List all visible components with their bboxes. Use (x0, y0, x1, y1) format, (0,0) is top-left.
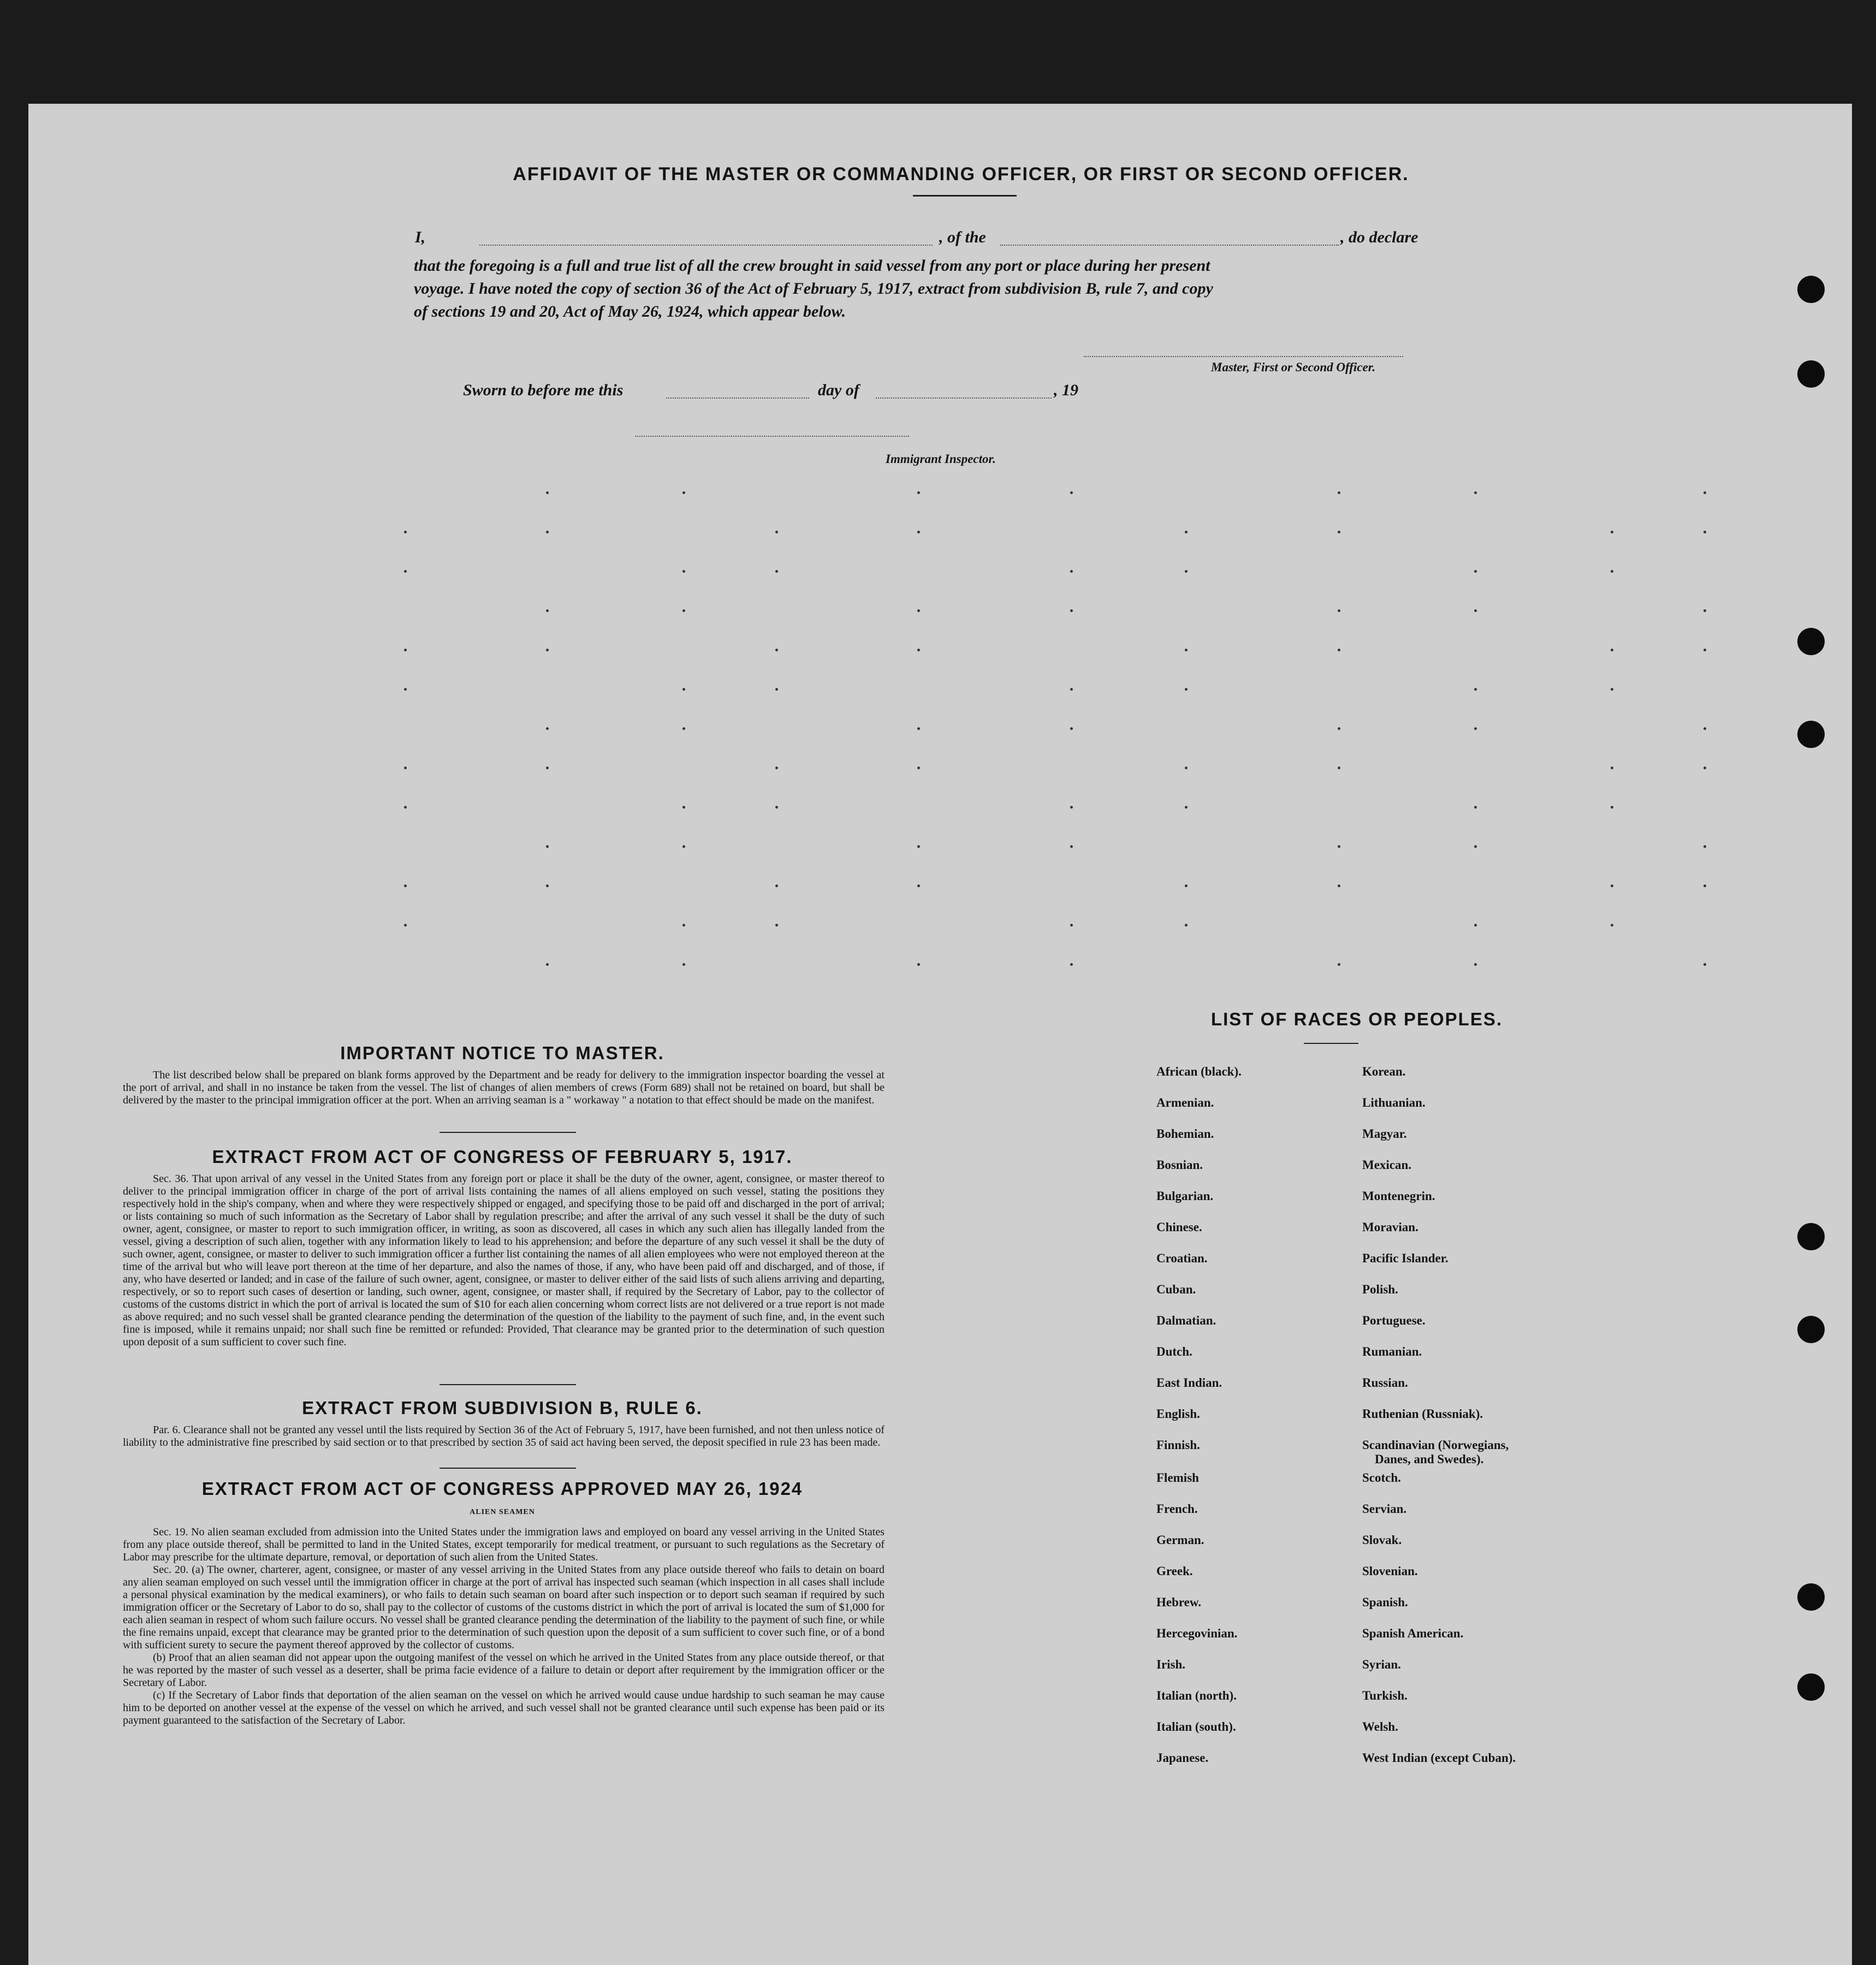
ruling-dot (1185, 649, 1188, 651)
race-item: Scotch. (1362, 1471, 1401, 1485)
extract-1917-title: EXTRACT FROM ACT OF CONGRESS OF FEBRUARY 5, 1917. (212, 1147, 793, 1167)
declare-of: , of the (939, 228, 986, 246)
race-item: Syrian. (1362, 1658, 1401, 1671)
race-item: Finnish. (1156, 1438, 1200, 1452)
race-item: Servian. (1362, 1502, 1407, 1516)
punch-hole (1797, 1673, 1825, 1701)
races-title: LIST OF RACES OR PEOPLES. (1210, 1009, 1503, 1029)
ruling-dot (546, 491, 549, 494)
race-item: Welsh. (1362, 1720, 1398, 1734)
race-item: Montenegrin. (1362, 1189, 1435, 1203)
race-item: Pacific Islander. (1362, 1251, 1448, 1265)
ruling-dot (1611, 924, 1613, 927)
affidavit-title: AFFIDAVIT OF THE MASTER OR COMMANDING OFFICER, OR FIRST OR SECOND OFFICER. (513, 164, 1409, 185)
race-item: English. (1156, 1407, 1200, 1421)
ruling-dot (1703, 845, 1706, 848)
ruling-dot (775, 688, 778, 691)
ruling-dot (1474, 688, 1477, 691)
title-underline (913, 195, 1017, 197)
ruling-dot (404, 924, 407, 927)
ruling-dot (775, 767, 778, 769)
ruling-dot (917, 963, 920, 966)
race-item: Japanese. (1156, 1751, 1209, 1765)
ruling-dot (1070, 688, 1073, 691)
race-item: Bohemian. (1156, 1127, 1214, 1141)
race-item: Polish. (1362, 1283, 1398, 1296)
ruling-dot (1703, 767, 1706, 769)
race-item: Bosnian. (1156, 1158, 1203, 1172)
ruling-dot (1474, 570, 1477, 573)
sworn-day-blank[interactable] (666, 397, 809, 399)
ruling-dot (404, 806, 407, 809)
ruling-dot (404, 531, 407, 533)
ruling-dot (682, 688, 685, 691)
ruling-dot (1611, 806, 1613, 809)
extract-1924-body (123, 1526, 884, 1727)
ruling-dot (1338, 491, 1340, 494)
ruling-dot (682, 845, 685, 848)
ruling-dot (546, 767, 549, 769)
ruling-dot (682, 609, 685, 612)
ruling-dot (917, 491, 920, 494)
punch-hole (1797, 1223, 1825, 1250)
ruling-dot (1338, 767, 1340, 769)
race-item: Dalmatian. (1156, 1314, 1216, 1327)
ruling-dot (1070, 570, 1073, 573)
ruling-dot (917, 884, 920, 887)
ruling-dot (1703, 491, 1706, 494)
punch-hole (1797, 721, 1825, 748)
race-item: Cuban. (1156, 1283, 1196, 1296)
ruling-dot (546, 845, 549, 848)
ruling-dot (775, 884, 778, 887)
ruling-dot (1338, 531, 1340, 533)
declare-i: I, (415, 228, 426, 246)
ruling-dot (1185, 531, 1188, 533)
race-item: East Indian. (1156, 1376, 1222, 1390)
race-item: Bulgarian. (1156, 1189, 1214, 1203)
races-title-underline (1304, 1043, 1358, 1044)
ruling-dot (1703, 609, 1706, 612)
ruling-dot (1185, 767, 1188, 769)
race-item: Spanish. (1362, 1595, 1408, 1609)
punch-hole (1797, 1316, 1825, 1343)
declare-end: , do declare (1340, 228, 1418, 246)
ruling-dot (1070, 491, 1073, 494)
ruling-dot (1474, 727, 1477, 730)
ruling-dot (1703, 884, 1706, 887)
ruling-dot (1703, 963, 1706, 966)
ruling-dot (1611, 688, 1613, 691)
race-item: Flemish (1156, 1471, 1199, 1485)
race-item: Hebrew. (1156, 1595, 1201, 1609)
ruling-dot (1070, 609, 1073, 612)
sworn-year: , 19 (1054, 381, 1078, 399)
inspector-label: Immigrant Inspector. (886, 452, 996, 466)
ruling-dot (546, 531, 549, 533)
race-item: Magyar. (1362, 1127, 1407, 1141)
ruling-dot (775, 924, 778, 927)
ruling-dot (682, 491, 685, 494)
ruling-dot (1474, 491, 1477, 494)
ruling-dot (546, 884, 549, 887)
ruling-dot (682, 806, 685, 809)
race-item: Moravian. (1362, 1220, 1418, 1234)
extract-rule-body: Par. 6. Clearance shall not be granted any vessel until the lists required by Section 36 of the Act of February 5, 1917, have been furnished, and not then unless notice of liability to the administrative fine prescribed by said section or to that prescribed by section 35 of said act having been served, the deposit specified in rule 23 has been made. (123, 1424, 884, 1448)
ruling-dot (682, 727, 685, 730)
ruling-dot (546, 727, 549, 730)
race-item: Turkish. (1362, 1689, 1408, 1702)
ruling-dot (546, 609, 549, 612)
ruling-dot (404, 649, 407, 651)
sec-20a: Sec. 20. (a) The owner, charterer, agent, consignee, or master of any vessel arriving in the United States from any place outside thereof who fails to detain on board any alien seaman employed on such vessel until the immigration officer in charge at the port of arrival has inspected such seaman (which inspection in all cases shall include a personal physical examination by the medical examiners), or who fails to detain such seaman on board after such inspection or to deport such seaman if required by such immigration officer or the Secretary of Labor to do so, shall pay to the collector of customs of the customs district in which the port of arrival is located the sum of $1,000 for each alien seaman in respect of whom such failure occurs. No vessel shall be granted clearance pending the determination of the liability to the payment of such fine, or while the fine remains unpaid, except that clearance may be granted prior to the determination of such question upon the deposit of a sum sufficient to cover such fine, or of a bond with sufficient surety to secure the payment thereof approved by the collector of customs. (123, 1564, 884, 1651)
ruling-dot (775, 531, 778, 533)
ruling-dot (1185, 924, 1188, 927)
sworn-start: Sworn to before me this (463, 381, 624, 399)
name-blank[interactable] (479, 245, 933, 246)
extract-rule-title: EXTRACT FROM SUBDIVISION B, RULE 6. (302, 1398, 703, 1418)
punch-hole (1797, 276, 1825, 303)
ruling-dot (1070, 845, 1073, 848)
sworn-month-blank[interactable] (876, 397, 1052, 399)
race-item: Irish. (1156, 1658, 1186, 1671)
sworn-line (463, 381, 1118, 403)
ruling-dot (917, 531, 920, 533)
race-item: Greek. (1156, 1564, 1193, 1578)
sec-20b: (b) Proof that an alien seaman did not appear upon the outgoing manifest of the vessel on which he arrived in the United States from any place outside thereof, or that he was reported by the master of such vessel as a deserter, shall be prima facie evidence of a failure to detain or deport after requirement by the immigration officer or the Secretary of Labor. (123, 1652, 884, 1689)
affidavit-body-line: of sections 19 and 20, Act of May 26, 1924, which appear below. (414, 302, 846, 320)
ruling-dot (1338, 609, 1340, 612)
ruling-dot (1703, 531, 1706, 533)
race-item: French. (1156, 1502, 1198, 1516)
ruling-dot (1474, 924, 1477, 927)
extract-1924-title: EXTRACT FROM ACT OF CONGRESS APPROVED MAY 26, 1924 (201, 1479, 803, 1499)
ruling-dot (546, 649, 549, 651)
ruling-dot (1185, 688, 1188, 691)
race-item: Portuguese. (1362, 1314, 1426, 1327)
section-divider (440, 1384, 576, 1385)
ruling-dot (404, 884, 407, 887)
race-item: Chinese. (1156, 1220, 1202, 1234)
race-item: Ruthenian (Russniak). (1362, 1407, 1483, 1421)
ruling-dot (682, 570, 685, 573)
race-item: German. (1156, 1533, 1204, 1547)
ruling-dot (917, 649, 920, 651)
ruling-dot (1185, 806, 1188, 809)
sworn-day: day of (818, 381, 859, 399)
race-item: Mexican. (1362, 1158, 1412, 1172)
ruling-dot (1338, 649, 1340, 651)
ruling-dot (1474, 609, 1477, 612)
ruling-dot (1474, 963, 1477, 966)
declare-line (415, 228, 1441, 250)
notice-body: The list described below shall be prepared on blank forms approved by the Department and be ready for delivery to the immigration inspector boarding the vessel at the port of arrival, and shall in no instance be taken from the vessel. The list of changes of alien members of crews (Form 689) shall not be retained on board, but shall be delivered by the master to the principal immigration officer at the port. When an arriving seaman is a " workaway " a notation to that effect should be made on the manifest. (123, 1069, 884, 1106)
race-item: Scandinavian (Norwegians, Danes, and Swedes). (1362, 1438, 1509, 1466)
race-item: Slovenian. (1362, 1564, 1418, 1578)
ruling-dot (1070, 963, 1073, 966)
ruling-dot (546, 963, 549, 966)
punch-hole (1797, 360, 1825, 388)
ruling-dot (917, 767, 920, 769)
race-item: Dutch. (1156, 1345, 1192, 1358)
sec-19: Sec. 19. No alien seaman excluded from admission into the United States under the immigration laws and employed on board any vessel arriving in the United States from any place outside thereof, shall be permitted to land in the United States, except temporarily for medical treatment, or pursuant to such regulations as the Secretary of Labor may prescribe for the ultimate departure, removal, or deportation of such alien from the United States. (123, 1526, 884, 1563)
ruling-dot (1474, 845, 1477, 848)
ruling-dot (404, 570, 407, 573)
ruling-dot (1070, 806, 1073, 809)
ruling-dot (404, 767, 407, 769)
affidavit-body-line: voyage. I have noted the copy of section 36 of the Act of February 5, 1917, extract from subdivision B, rule 7, and copy (414, 280, 1213, 298)
ruling-dot (775, 570, 778, 573)
race-item: Korean. (1362, 1065, 1406, 1078)
master-signature-line[interactable] (1084, 356, 1403, 357)
ruling-dot (1703, 649, 1706, 651)
vessel-blank[interactable] (1000, 245, 1339, 246)
race-item: African (black). (1156, 1065, 1242, 1078)
ruling-dot (917, 609, 920, 612)
ruling-dot (1703, 727, 1706, 730)
race-item: Russian. (1362, 1376, 1408, 1390)
punch-hole (1797, 628, 1825, 655)
ruling-dot (917, 845, 920, 848)
ruling-dot (1338, 727, 1340, 730)
ruling-dot (1611, 531, 1613, 533)
ruling-dot (1611, 767, 1613, 769)
ruling-dot (1338, 884, 1340, 887)
ruling-dot (1338, 963, 1340, 966)
extract-1924-subtitle: ALIEN SEAMEN (470, 1508, 535, 1516)
ruling-dot (682, 963, 685, 966)
ruling-dot (1611, 649, 1613, 651)
inspector-signature-line[interactable] (635, 436, 909, 437)
race-item: Slovak. (1362, 1533, 1402, 1547)
ruling-dot (1338, 845, 1340, 848)
ruling-dot (1611, 884, 1613, 887)
race-item: Rumanian. (1362, 1345, 1422, 1358)
race-item: Lithuanian. (1362, 1096, 1426, 1109)
sec-20c: (c) If the Secretary of Labor finds that deportation of the alien seaman on the vessel on which he arrived would cause undue hardship to such seaman he may cause him to be deported on another vessel at the expense of the vessel on which he arrived, and such vessel shall not be granted clearance until such expense has been paid or its payment guaranteed to the satisfaction of the Secretary of Labor. (123, 1689, 884, 1726)
race-item: West Indian (except Cuban). (1362, 1751, 1516, 1765)
ruling-dot (775, 806, 778, 809)
ruling-dot (917, 727, 920, 730)
ruling-dot (1070, 924, 1073, 927)
ruling-dot (1185, 884, 1188, 887)
section-divider (440, 1132, 576, 1133)
race-item: Spanish American. (1362, 1626, 1464, 1640)
notice-title: IMPORTANT NOTICE TO MASTER. (340, 1043, 664, 1063)
race-item: Croatian. (1156, 1251, 1208, 1265)
ruling-dot (404, 688, 407, 691)
race-item: Armenian. (1156, 1096, 1214, 1109)
punch-hole (1797, 1583, 1825, 1611)
ruling-dot (1185, 570, 1188, 573)
race-item: Hercegovinian. (1156, 1626, 1238, 1640)
affidavit-body-line: that the foregoing is a full and true list of all the crew brought in said vessel from any port or place during her present (414, 257, 1210, 275)
ruling-dot (682, 924, 685, 927)
race-item: Italian (south). (1156, 1720, 1236, 1734)
ruling-dot (775, 649, 778, 651)
race-item: Italian (north). (1156, 1689, 1237, 1702)
extract-1917-body: Sec. 36. That upon arrival of any vessel in the United States from any foreign port or place it shall be the duty of the owner, agent, consignee, or master thereof to deliver to the principal immigration officer in charge of the port of arrival lists containing the names of all aliens employed on such vessel, stating the positions they respectively hold in the ship's company, when and where they were respectively shipped or engaged, and specifying those to be paid off and discharged in the port of arrival; or lists containing so much of such information as the Secretary of Labor shall by regulation prescribe; and after the arrival of any such vessel it shall be the duty of such owner, agent, consignee, or master to report to such immigration officer, in writing, as soon as discovered, all cases in which any such alien has illegally landed from the vessel, giving a description of such alien, together with any information likely to lead to his apprehension; and before the departure of any such vessel it shall be the duty of such owner, agent, consignee, or master to deliver to such immigration officer a further list containing the names of all alien employees who were not employed thereon at the time of the arrival but who will leave port thereon at the time of her departure, and also the names of those, if any, who have been paid off and discharged, and of those, if any, who have deserted or landed; and in case of the failure of such owner, agent, consignee, or master to deliver either of the said lists of such aliens arriving and departing, respectively, or so to report such cases of desertion or landing, such owner, agent, consignee, or master shall, if required by the Secretary of Labor, pay to the collector of customs of the customs district in which the port of arrival is located the sum of $10 for each alien concerning whom correct lists are not delivered or a true report is not made as above required; and no such vessel shall be granted clearance pending the determination of the question of the liability to the payment of such fine, and, in the event such fine is imposed, while it remains unpaid; nor shall such fine be remitted or refunded: Provided, That clearance may be granted prior to the determination of such question upon deposit of a sum sufficient to cover such fine. (123, 1173, 884, 1348)
ruling-dot (1611, 570, 1613, 573)
affidavit-body (414, 254, 1451, 323)
ruling-dot (1474, 806, 1477, 809)
ruling-dot (1070, 727, 1073, 730)
master-label: Master, First or Second Officer. (1211, 360, 1376, 374)
section-divider (440, 1468, 576, 1469)
